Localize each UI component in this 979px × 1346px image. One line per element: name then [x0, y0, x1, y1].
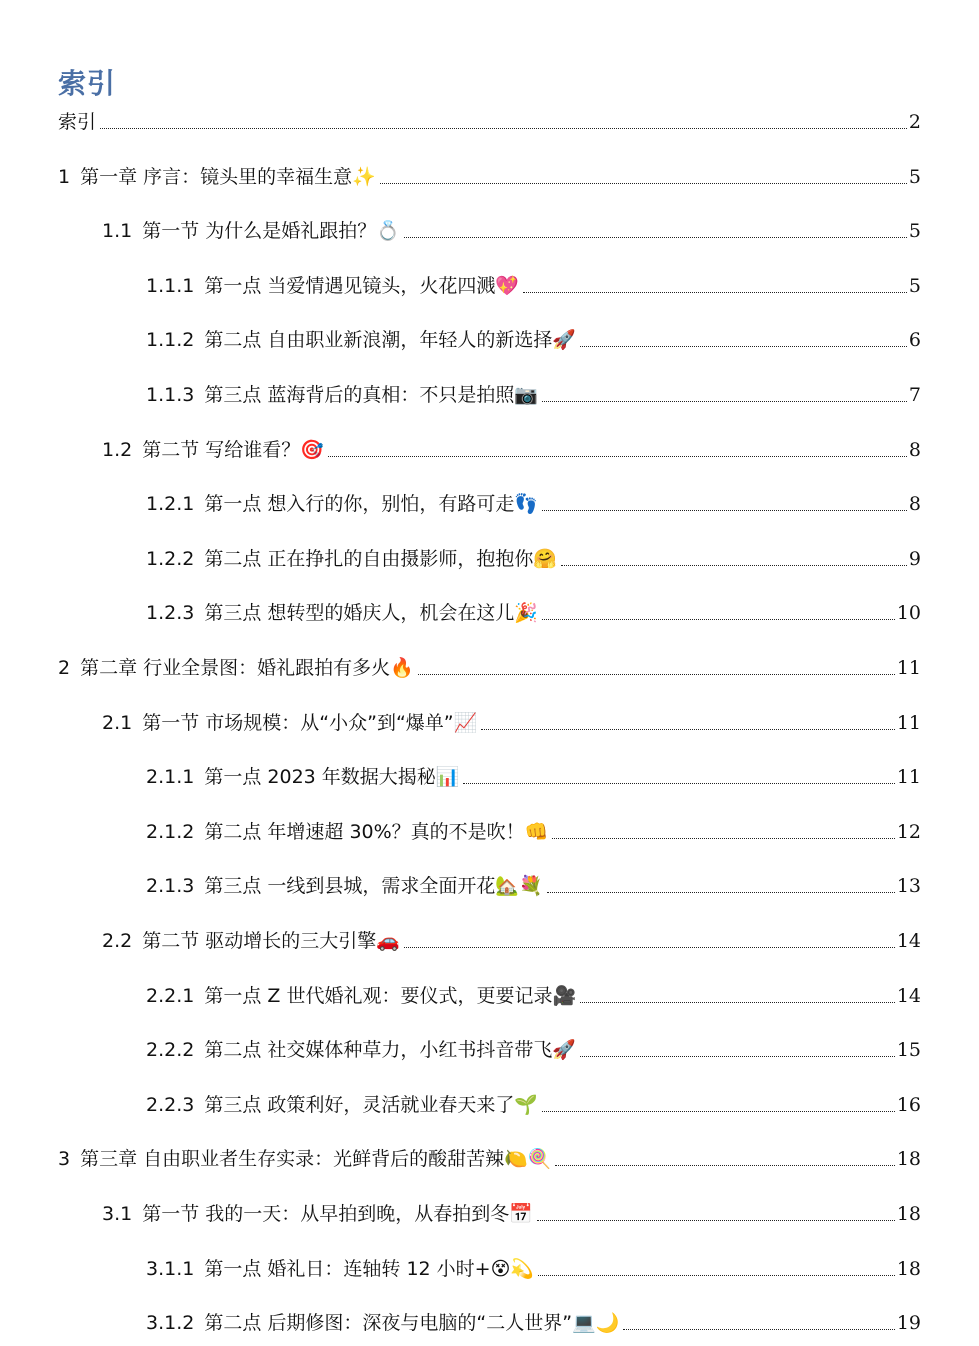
dot-leader: [404, 237, 907, 238]
toc-entry-number: 3.1.1: [146, 1258, 195, 1280]
toc-entry-number: 2.1.3: [146, 875, 195, 897]
toc-entry[interactable]: [58, 107, 921, 137]
toc-entry-number: 3.1: [102, 1203, 133, 1225]
dot-leader: [555, 1165, 894, 1166]
toc-entry[interactable]: [102, 216, 921, 246]
toc-entry-number: 3.1.2: [146, 1312, 195, 1334]
toc-entry-number: 1.2.2: [146, 548, 195, 570]
toc-entry-title: 第三点 政策利好，灵活就业春天来了🌱: [204, 1094, 539, 1116]
toc-entry-number: 1.2: [102, 439, 133, 461]
toc-entry-number: 2.1.1: [146, 766, 195, 788]
toc-entry[interactable]: [102, 926, 921, 956]
toc-entry[interactable]: [146, 598, 921, 628]
toc-entry-number: 1.1.1: [146, 275, 195, 297]
toc-entry[interactable]: [146, 489, 921, 519]
dot-leader: [523, 292, 907, 293]
toc-entry-page: 12: [896, 821, 921, 843]
dot-leader: [561, 565, 907, 566]
toc-entry[interactable]: [146, 981, 921, 1011]
toc-entry-title: 第一点 当爱情遇见镜头，火花四溅💖: [204, 275, 520, 297]
toc-entry-title: 第一节 市场规模：从“小众”到“爆单”📈: [142, 712, 478, 734]
toc-entry-page: 5: [908, 220, 921, 242]
toc-entry-title: 第一点 想入行的你，别怕，有路可走👣: [204, 493, 539, 515]
toc-entry-number: 2.2: [102, 930, 133, 952]
toc-entry-title: 第一点 Z 世代婚礼观：要仪式，更要记录🎥: [204, 985, 577, 1007]
toc-entry-title: 第二节 驱动增长的三大引擎🚗: [142, 930, 400, 952]
toc-entry-number: 1.2.1: [146, 493, 195, 515]
toc-entry-number: 2.2.3: [146, 1094, 195, 1116]
toc-entry-title: 第一节 为什么是婚礼跟拍？💍: [142, 220, 400, 242]
toc-entry[interactable]: [146, 1035, 921, 1065]
toc-entry-number: 2.2.1: [146, 985, 195, 1007]
toc-entry-page: 16: [896, 1094, 921, 1116]
toc-entry-page: 5: [908, 275, 921, 297]
toc-entry[interactable]: [146, 271, 921, 301]
toc-entry[interactable]: [146, 871, 921, 901]
dot-leader: [463, 783, 894, 784]
toc-entry-number: 2.1: [102, 712, 133, 734]
dot-leader: [538, 1275, 895, 1276]
toc-entry-page: 11: [896, 766, 921, 788]
dot-leader: [580, 1056, 895, 1057]
dot-leader: [542, 619, 895, 620]
toc-entry-title: 第二点 自由职业新浪潮，年轻人的新选择🚀: [204, 329, 577, 351]
toc-entry-number: 1.1: [102, 220, 133, 242]
toc-entry-title: 第三点 想转型的婚庆人，机会在这儿🎉: [204, 602, 539, 624]
dot-leader: [542, 1111, 895, 1112]
toc-entry-title: 第二章 行业全景图：婚礼跟拍有多火🔥: [80, 657, 414, 679]
toc-entry-page: 11: [896, 712, 921, 734]
toc-entry[interactable]: [102, 435, 921, 465]
toc-entry-title: 第二点 后期修图：深夜与电脑的“二人世界”💻🌙: [204, 1312, 620, 1334]
toc-entry-page: 6: [908, 329, 921, 351]
toc-entry-number: 1.2.3: [146, 602, 195, 624]
dot-leader: [418, 674, 895, 675]
toc-entry-page: 11: [896, 657, 921, 679]
toc-entry-title: 第一点 2023 年数据大揭秘📊: [204, 766, 460, 788]
dot-leader: [542, 401, 907, 402]
toc-entry-page: 15: [896, 1039, 921, 1061]
toc-entry[interactable]: [146, 380, 921, 410]
dot-leader: [380, 183, 907, 184]
toc-entry-page: 8: [908, 439, 921, 461]
toc-entry-title: 第三点 一线到县城，需求全面开花🏡💐: [204, 875, 543, 897]
toc-entry-page: 2: [908, 111, 921, 133]
toc-entry-page: 7: [908, 384, 921, 406]
dot-leader: [580, 1002, 895, 1003]
toc-entry-page: 13: [896, 875, 921, 897]
toc-entry[interactable]: [146, 1254, 921, 1284]
toc-entry-title: 索引: [58, 111, 97, 133]
toc-entry[interactable]: [58, 162, 921, 192]
toc-entry-title: 第三点 蓝海背后的真相：不只是拍照📷: [204, 384, 539, 406]
toc-entry-title: 第一点 婚礼日：连轴转 12 小时+😵💫: [204, 1258, 535, 1280]
toc-entry[interactable]: [146, 1308, 921, 1338]
toc-entry[interactable]: [58, 653, 921, 683]
dot-leader: [481, 729, 895, 730]
toc-entry-title: 第三章 自由职业者生存实录：光鲜背后的酸甜苦辣🍋🍭: [80, 1148, 552, 1170]
toc-entry[interactable]: [102, 1199, 921, 1229]
toc-entry-title: 第二点 年增速超 30%？真的不是吹！👊: [204, 821, 549, 843]
toc-entry-page: 8: [908, 493, 921, 515]
toc-entry-number: 2.1.2: [146, 821, 195, 843]
toc-heading: 索引: [58, 67, 117, 100]
toc-entry-page: 14: [896, 985, 921, 1007]
dot-leader: [542, 510, 907, 511]
toc-entry-page: 19: [896, 1312, 921, 1334]
dot-leader: [623, 1329, 894, 1330]
toc-entry-page: 5: [908, 166, 921, 188]
toc-entry-title: 第二点 社交媒体种草力，小红书抖音带飞🚀: [204, 1039, 577, 1061]
toc-entry-page: 18: [896, 1203, 921, 1225]
dot-leader: [100, 128, 907, 129]
toc-entry-title: 第一章 序言：镜头里的幸福生意✨: [80, 166, 376, 188]
dot-leader: [580, 346, 907, 347]
toc-entry-page: 14: [896, 930, 921, 952]
toc-entry-number: 1.1.3: [146, 384, 195, 406]
toc-entry[interactable]: [102, 708, 921, 738]
dot-leader: [328, 456, 907, 457]
toc-entry-page: 9: [908, 548, 921, 570]
toc-entry[interactable]: [146, 1090, 921, 1120]
toc-entry-number: 1.1.2: [146, 329, 195, 351]
dot-leader: [547, 892, 895, 893]
toc-entry-number: 3: [58, 1148, 71, 1170]
toc-entry-page: 10: [896, 602, 921, 624]
toc-entry-title: 第二点 正在挣扎的自由摄影师，抱抱你🤗: [204, 548, 558, 570]
toc-entry[interactable]: [58, 1144, 921, 1174]
toc-entry-number: 1: [58, 166, 71, 188]
toc-entry[interactable]: [146, 325, 921, 355]
toc-entry-number: 2: [58, 657, 71, 679]
toc-entry[interactable]: [146, 762, 921, 792]
dot-leader: [537, 1220, 895, 1221]
toc-entry-page: 18: [896, 1148, 921, 1170]
toc-entry-title: 第一节 我的一天：从早拍到晚，从春拍到冬📅: [142, 1203, 533, 1225]
toc-entry-number: 2.2.2: [146, 1039, 195, 1061]
toc-entry-page: 18: [896, 1258, 921, 1280]
dot-leader: [552, 838, 894, 839]
toc-entry[interactable]: [146, 817, 921, 847]
toc-entry-title: 第二节 写给谁看？🎯: [142, 439, 324, 461]
toc-entry[interactable]: [146, 544, 921, 574]
dot-leader: [404, 947, 895, 948]
